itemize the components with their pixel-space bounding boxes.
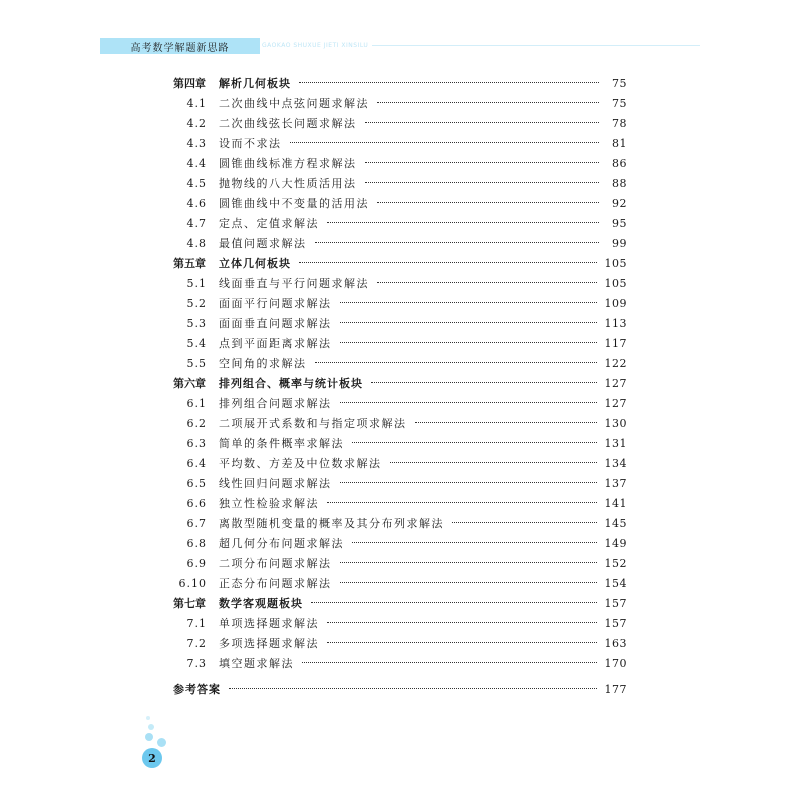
toc-entry-page: 92	[612, 197, 627, 210]
toc-section-row	[173, 534, 627, 554]
dot-leader	[340, 342, 597, 343]
toc-entry-page: 157	[604, 617, 627, 630]
toc-entry-title: 线面垂直与平行问题求解法	[219, 277, 369, 290]
toc-entry-page: 131	[604, 437, 627, 450]
toc-section-row	[173, 454, 627, 474]
toc-entry-page: 177	[604, 683, 627, 696]
toc-entry-page: 130	[604, 417, 627, 430]
toc-entry-title: 定点、定值求解法	[219, 217, 319, 230]
toc-entry-title: 空间角的求解法	[219, 357, 307, 370]
toc-entry-page: 127	[604, 397, 627, 410]
toc-section-row	[173, 434, 627, 454]
toc-entry-title: 参考答案	[173, 683, 221, 696]
dot-leader	[315, 362, 597, 363]
dot-leader	[371, 382, 597, 383]
toc-entry-number: 4.5	[186, 177, 207, 190]
toc-entry-page: 141	[604, 497, 627, 510]
dot-leader	[327, 642, 597, 643]
dot-leader	[311, 602, 597, 603]
toc-entry-title: 抛物线的八大性质活用法	[219, 177, 357, 190]
toc-entry-title: 面面垂直问题求解法	[219, 317, 332, 330]
toc-entry-title: 圆锥曲线标准方程求解法	[219, 157, 357, 170]
toc-entry-page: 122	[604, 357, 627, 370]
toc-chapter-row	[173, 374, 627, 394]
toc-entry-number: 4.2	[186, 117, 207, 130]
toc-entry-page: 105	[604, 257, 627, 270]
toc-entry-title: 设而不求法	[219, 137, 282, 150]
toc-section-row	[173, 614, 627, 634]
toc-entry-number: 5.3	[186, 317, 207, 330]
toc-entry-page: 117	[604, 337, 627, 350]
toc-entry-title: 二项展开式系数和与指定项求解法	[219, 417, 407, 430]
toc-entry-number: 第四章	[173, 77, 206, 90]
toc-entry-page: 81	[612, 137, 627, 150]
toc-section-row	[173, 234, 627, 254]
toc-entry-title: 线性回归问题求解法	[219, 477, 332, 490]
toc-section-row	[173, 354, 627, 374]
toc-entry-title: 填空题求解法	[219, 657, 294, 670]
dot-leader	[452, 522, 597, 523]
toc-entry-number: 6.9	[186, 557, 207, 570]
toc-section-row	[173, 634, 627, 654]
dot-leader	[299, 82, 599, 83]
toc-entry-number: 4.6	[186, 197, 207, 210]
dot-leader	[352, 442, 597, 443]
toc-entry-page: 137	[604, 477, 627, 490]
dot-leader	[377, 202, 599, 203]
dot-leader	[290, 142, 600, 143]
dot-leader	[340, 582, 597, 583]
dot-leader	[377, 282, 597, 283]
toc-entry-page: 152	[604, 557, 627, 570]
toc-entry-title: 解析几何板块	[219, 77, 291, 90]
dot-leader	[327, 502, 597, 503]
toc-section-row	[173, 274, 627, 294]
dot-leader	[340, 302, 597, 303]
toc-section-row	[173, 194, 627, 214]
toc-section-row	[173, 294, 627, 314]
dot-leader	[299, 262, 597, 263]
toc-section-row	[173, 94, 627, 114]
toc-entry-title: 离散型随机变量的概率及其分布列求解法	[219, 517, 444, 530]
toc-entry-number: 第五章	[173, 257, 206, 270]
toc-section-row	[173, 494, 627, 514]
running-header-title: 高考数学解题新思路	[100, 38, 260, 54]
toc-entry-page: 127	[604, 377, 627, 390]
toc-entry-title: 二次曲线中点弦问题求解法	[219, 97, 369, 110]
running-header-subtitle: GAOKAO SHUXUE JIETI XINSILU	[262, 42, 369, 49]
dot-leader	[340, 402, 597, 403]
toc-entry-number: 4.7	[186, 217, 207, 230]
toc-entry-number: 第七章	[173, 597, 206, 610]
toc-entry-title: 正态分布问题求解法	[219, 577, 332, 590]
decorative-dot	[146, 716, 150, 720]
toc-section-row	[173, 334, 627, 354]
toc-entry-title: 最值问题求解法	[219, 237, 307, 250]
toc-entry-page: 75	[612, 97, 627, 110]
toc-entry-number: 7.2	[186, 637, 207, 650]
toc-entry-number: 6.5	[186, 477, 207, 490]
toc-entry-page: 78	[612, 117, 627, 130]
dot-leader	[352, 542, 597, 543]
dot-leader	[327, 222, 599, 223]
toc-entry-number: 6.4	[186, 457, 207, 470]
toc-entry-page: 134	[604, 457, 627, 470]
toc-entry-number: 5.5	[186, 357, 207, 370]
toc-section-row	[173, 514, 627, 534]
toc-section-row	[173, 174, 627, 194]
dot-leader	[377, 102, 599, 103]
toc-entry-page: 113	[604, 317, 627, 330]
dot-leader	[390, 462, 597, 463]
toc-chapter-row	[173, 594, 627, 614]
dot-leader	[365, 162, 600, 163]
dot-leader	[327, 622, 597, 623]
toc-entry-title: 数学客观题板块	[219, 597, 303, 610]
toc-entry-title: 点到平面距离求解法	[219, 337, 332, 350]
toc-chapter-row	[173, 254, 627, 274]
decorative-dot	[148, 724, 154, 730]
toc-entry-number: 4.4	[186, 157, 207, 170]
toc-entry-page: 99	[612, 237, 627, 250]
toc-entry-number: 7.1	[186, 617, 207, 630]
toc-entry-title: 圆锥曲线中不变量的活用法	[219, 197, 369, 210]
toc-section-row	[173, 574, 627, 594]
dot-leader	[229, 688, 597, 689]
toc-entry-number: 第六章	[173, 377, 206, 390]
decorative-dot	[157, 738, 166, 747]
toc-entry-page: 157	[604, 597, 627, 610]
dot-leader	[340, 322, 597, 323]
toc-entry-number: 4.3	[186, 137, 207, 150]
dot-leader	[315, 242, 600, 243]
toc-entry-title: 立体几何板块	[219, 257, 291, 270]
toc-entry-number: 6.7	[186, 517, 207, 530]
toc-entry-page: 86	[612, 157, 627, 170]
toc-entry-title: 单项选择题求解法	[219, 617, 319, 630]
toc-entry-title: 独立性检验求解法	[219, 497, 319, 510]
toc-entry-page: 95	[612, 217, 627, 230]
toc-entry-number: 6.6	[186, 497, 207, 510]
toc-entry-page: 154	[604, 577, 627, 590]
dot-leader	[340, 482, 597, 483]
toc-entry-title: 平均数、方差及中位数求解法	[219, 457, 382, 470]
toc-section-row	[173, 654, 627, 674]
dot-leader	[365, 122, 600, 123]
toc-section-row	[173, 414, 627, 434]
toc-entry-page: 75	[612, 77, 627, 90]
toc-section-row	[173, 114, 627, 134]
toc-entry-number: 5.2	[186, 297, 207, 310]
toc-entry-title: 二项分布问题求解法	[219, 557, 332, 570]
toc-entry-number: 6.1	[186, 397, 207, 410]
toc-entry-page: 163	[604, 637, 627, 650]
toc-section-row	[173, 474, 627, 494]
toc-entry-title: 二次曲线弦长问题求解法	[219, 117, 357, 130]
toc-entry-page: 105	[604, 277, 627, 290]
dot-leader	[340, 562, 597, 563]
toc-entry-number: 6.2	[186, 417, 207, 430]
toc-entry-title: 多项选择题求解法	[219, 637, 319, 650]
toc-entry-number: 5.1	[186, 277, 207, 290]
toc-section-row	[173, 214, 627, 234]
toc-chapter-row	[173, 680, 627, 700]
toc-entry-title: 简单的条件概率求解法	[219, 437, 344, 450]
toc-entry-number: 6.10	[178, 577, 207, 590]
toc-section-row	[173, 154, 627, 174]
toc-entry-title: 面面平行问题求解法	[219, 297, 332, 310]
toc-entry-number: 6.3	[186, 437, 207, 450]
toc-entry-number: 7.3	[186, 657, 207, 670]
toc-entry-number: 6.8	[186, 537, 207, 550]
table-of-contents	[173, 74, 627, 700]
dot-leader	[302, 662, 597, 663]
toc-entry-title: 排列组合、概率与统计板块	[219, 377, 363, 390]
dot-leader	[365, 182, 600, 183]
toc-section-row	[173, 554, 627, 574]
dot-leader	[415, 422, 597, 423]
toc-entry-page: 88	[612, 177, 627, 190]
header-rule	[372, 45, 700, 46]
toc-chapter-row	[173, 74, 627, 94]
toc-section-row	[173, 314, 627, 334]
toc-entry-title: 排列组合问题求解法	[219, 397, 332, 410]
decorative-dot	[145, 733, 153, 741]
toc-section-row	[173, 394, 627, 414]
toc-entry-number: 4.8	[186, 237, 207, 250]
toc-section-row	[173, 134, 627, 154]
toc-entry-page: 170	[604, 657, 627, 670]
toc-entry-number: 5.4	[186, 337, 207, 350]
page-number: 2	[142, 748, 162, 768]
toc-entry-page: 145	[604, 517, 627, 530]
toc-entry-page: 109	[604, 297, 627, 310]
toc-entry-page: 149	[604, 537, 627, 550]
toc-entry-title: 超几何分布问题求解法	[219, 537, 344, 550]
toc-entry-number: 4.1	[186, 97, 207, 110]
